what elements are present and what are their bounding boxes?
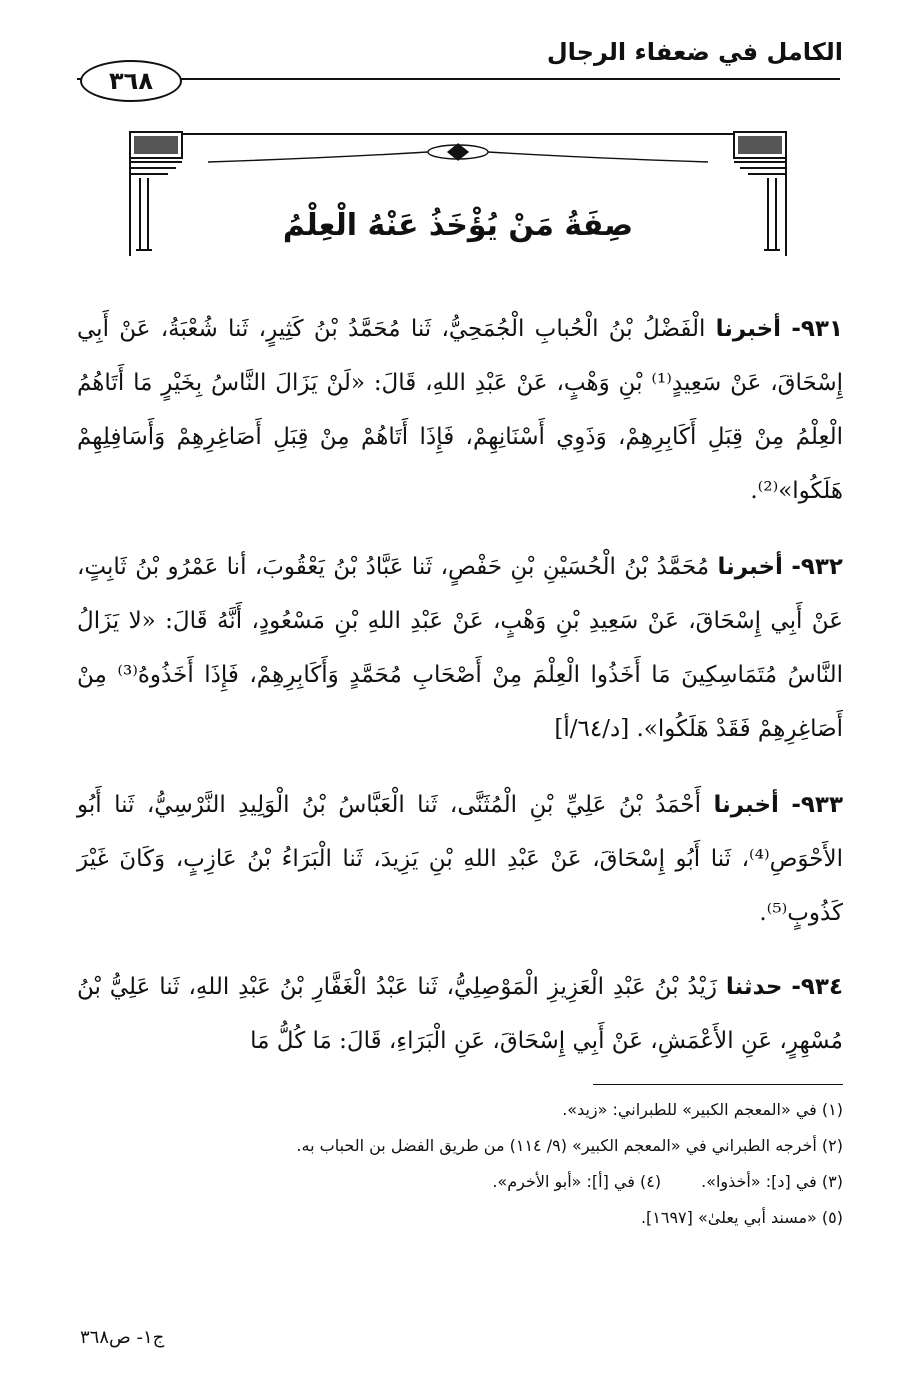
footnote-2: (٢) أخرجه الطبراني في «المعجم الكبير» (٩/ ١١٤) من طريق الفضل بن الحباب به. bbox=[296, 1136, 843, 1155]
hadith-number: ٩٣٣- bbox=[791, 792, 843, 818]
narration-lead: أخبرنا bbox=[717, 554, 783, 580]
hadith-paragraph bbox=[77, 540, 843, 756]
hadith-number: ٩٣١- bbox=[791, 316, 843, 342]
hadith-paragraph bbox=[77, 778, 843, 940]
chapter-title: صِفَةُ مَنْ يُؤْخَذُ عَنْهُ الْعِلْمُ bbox=[282, 208, 634, 243]
hadith-text: مُحَمَّدُ بْنُ الْحُسَيْنِ بْنِ حَفْصٍ، ثَنا عَبَّادُ بْنُ يَعْقُوبَ، أنا عَمْرُو بْنُ ثَابِتٍ، عَنْ أَبِي إِسْحَاقَ، عَنْ سَعِيدِ بْنِ وَهْبٍ، عَنْ عَبْدِ اللهِ بْنِ مَسْعُودٍ، أَنَّهُ قَالَ: «لا يَزَالُ النَّاسُ مُتَمَاسِكِينَ مَا أَخَذُوا الْعِلْمَ مِنْ أَصْحَابِ مُحَمَّدٍ وَأَكَابِرِهِمْ، فَإِذَا أَخَذُوهُ⁽³⁾ مِنْ أَصَاغِرِهِمْ فَقَدْ هَلَكُوا». [د/٦٤/أ] bbox=[77, 554, 843, 742]
footnote-1: (١) في «المعجم الكبير» للطبراني: «زيد». bbox=[562, 1100, 843, 1119]
hadith-text: زَيْدُ بْنُ عَبْدِ الْعَزِيزِ الْمَوْصِلِيُّ، ثَنا عَبْدُ الْغَفَّارِ بْنُ عَبْدِ اللهِ، ثَنا عَلِيُّ بْنُ مُسْهِرٍ، عَنِ الأَعْمَشِ، عَنْ أَبِي إِسْحَاقَ، عَنِ الْبَرَاءِ، قَالَ: مَا كُلُّ مَا bbox=[77, 974, 843, 1054]
hadith-paragraph bbox=[77, 302, 843, 518]
footnote-row bbox=[77, 1164, 843, 1200]
page-number-badge: ٣٦٨ bbox=[80, 60, 182, 102]
footnotes bbox=[77, 1092, 843, 1236]
hadith-number: ٩٣٤- bbox=[791, 974, 844, 1000]
footnote-separator bbox=[593, 1084, 843, 1085]
center-ornament bbox=[208, 144, 708, 162]
hadith-text: الْفَضْلُ بْنُ الْحُبابِ الْجُمَحِيُّ، ثَنا مُحَمَّدُ بْنُ كَثِيرٍ، ثَنا شُعْبَةُ، عَنْ أَبِي إِسْحَاقَ، عَنْ سَعِيدٍ⁽¹⁾ بْنِ وَهْبٍ، عَنْ عَبْدِ اللهِ، قَالَ: «لَنْ يَزَالَ النَّاسُ بِخَيْرٍ مَا أَتَاهُمُ الْعِلْمُ مِنْ قِبَلِ أَكَابِرِهِمْ، وَذَوِي أَسْنَانِهِمْ، فَإِذَا أَتَاهُمْ مِنْ قِبَلِ أَصَاغِرِهِمْ وَأَسَافِلِهِمْ هَلَكُوا»⁽²⁾. bbox=[77, 316, 843, 504]
hadith-paragraph bbox=[77, 960, 843, 1068]
footnote-5: (٥) «مسند أبي يعلىٰ» [١٦٩٧]. bbox=[640, 1208, 843, 1227]
footnote-4: (٤) في [أ]: «أبو الأخرم». bbox=[492, 1172, 662, 1191]
running-header-title: الكامل في ضعفاء الرجال bbox=[546, 38, 843, 66]
narration-lead: حدثنا bbox=[725, 974, 783, 1000]
hadith-number: ٩٣٢- bbox=[791, 554, 843, 580]
hadith-text: أَحْمَدُ بْنُ عَلِيِّ بْنِ الْمُثَنَّى، ثَنا الْعَبَّاسُ بْنُ الْوَلِيدِ النَّرْسِيُّ، ثَنا أَبُو الأَحْوَصِ⁽⁴⁾، ثَنا أَبُو إِسْحَاقَ، عَنْ عَبْدِ اللهِ بْنِ يَزِيدَ، ثَنا الْبَرَاءُ بْنُ عَازِبٍ، وَكَانَ غَيْرَ كَذُوبٍ⁽⁵⁾. bbox=[77, 792, 843, 926]
narration-lead: أخبرنا bbox=[715, 316, 782, 342]
narration-lead: أخبرنا bbox=[713, 792, 779, 818]
footnote-3: (٣) في [د]: «أخذوا». bbox=[701, 1172, 843, 1191]
volume-page-reference: ج١- ص٣٦٨ bbox=[80, 1327, 165, 1348]
header-rule bbox=[77, 78, 840, 80]
